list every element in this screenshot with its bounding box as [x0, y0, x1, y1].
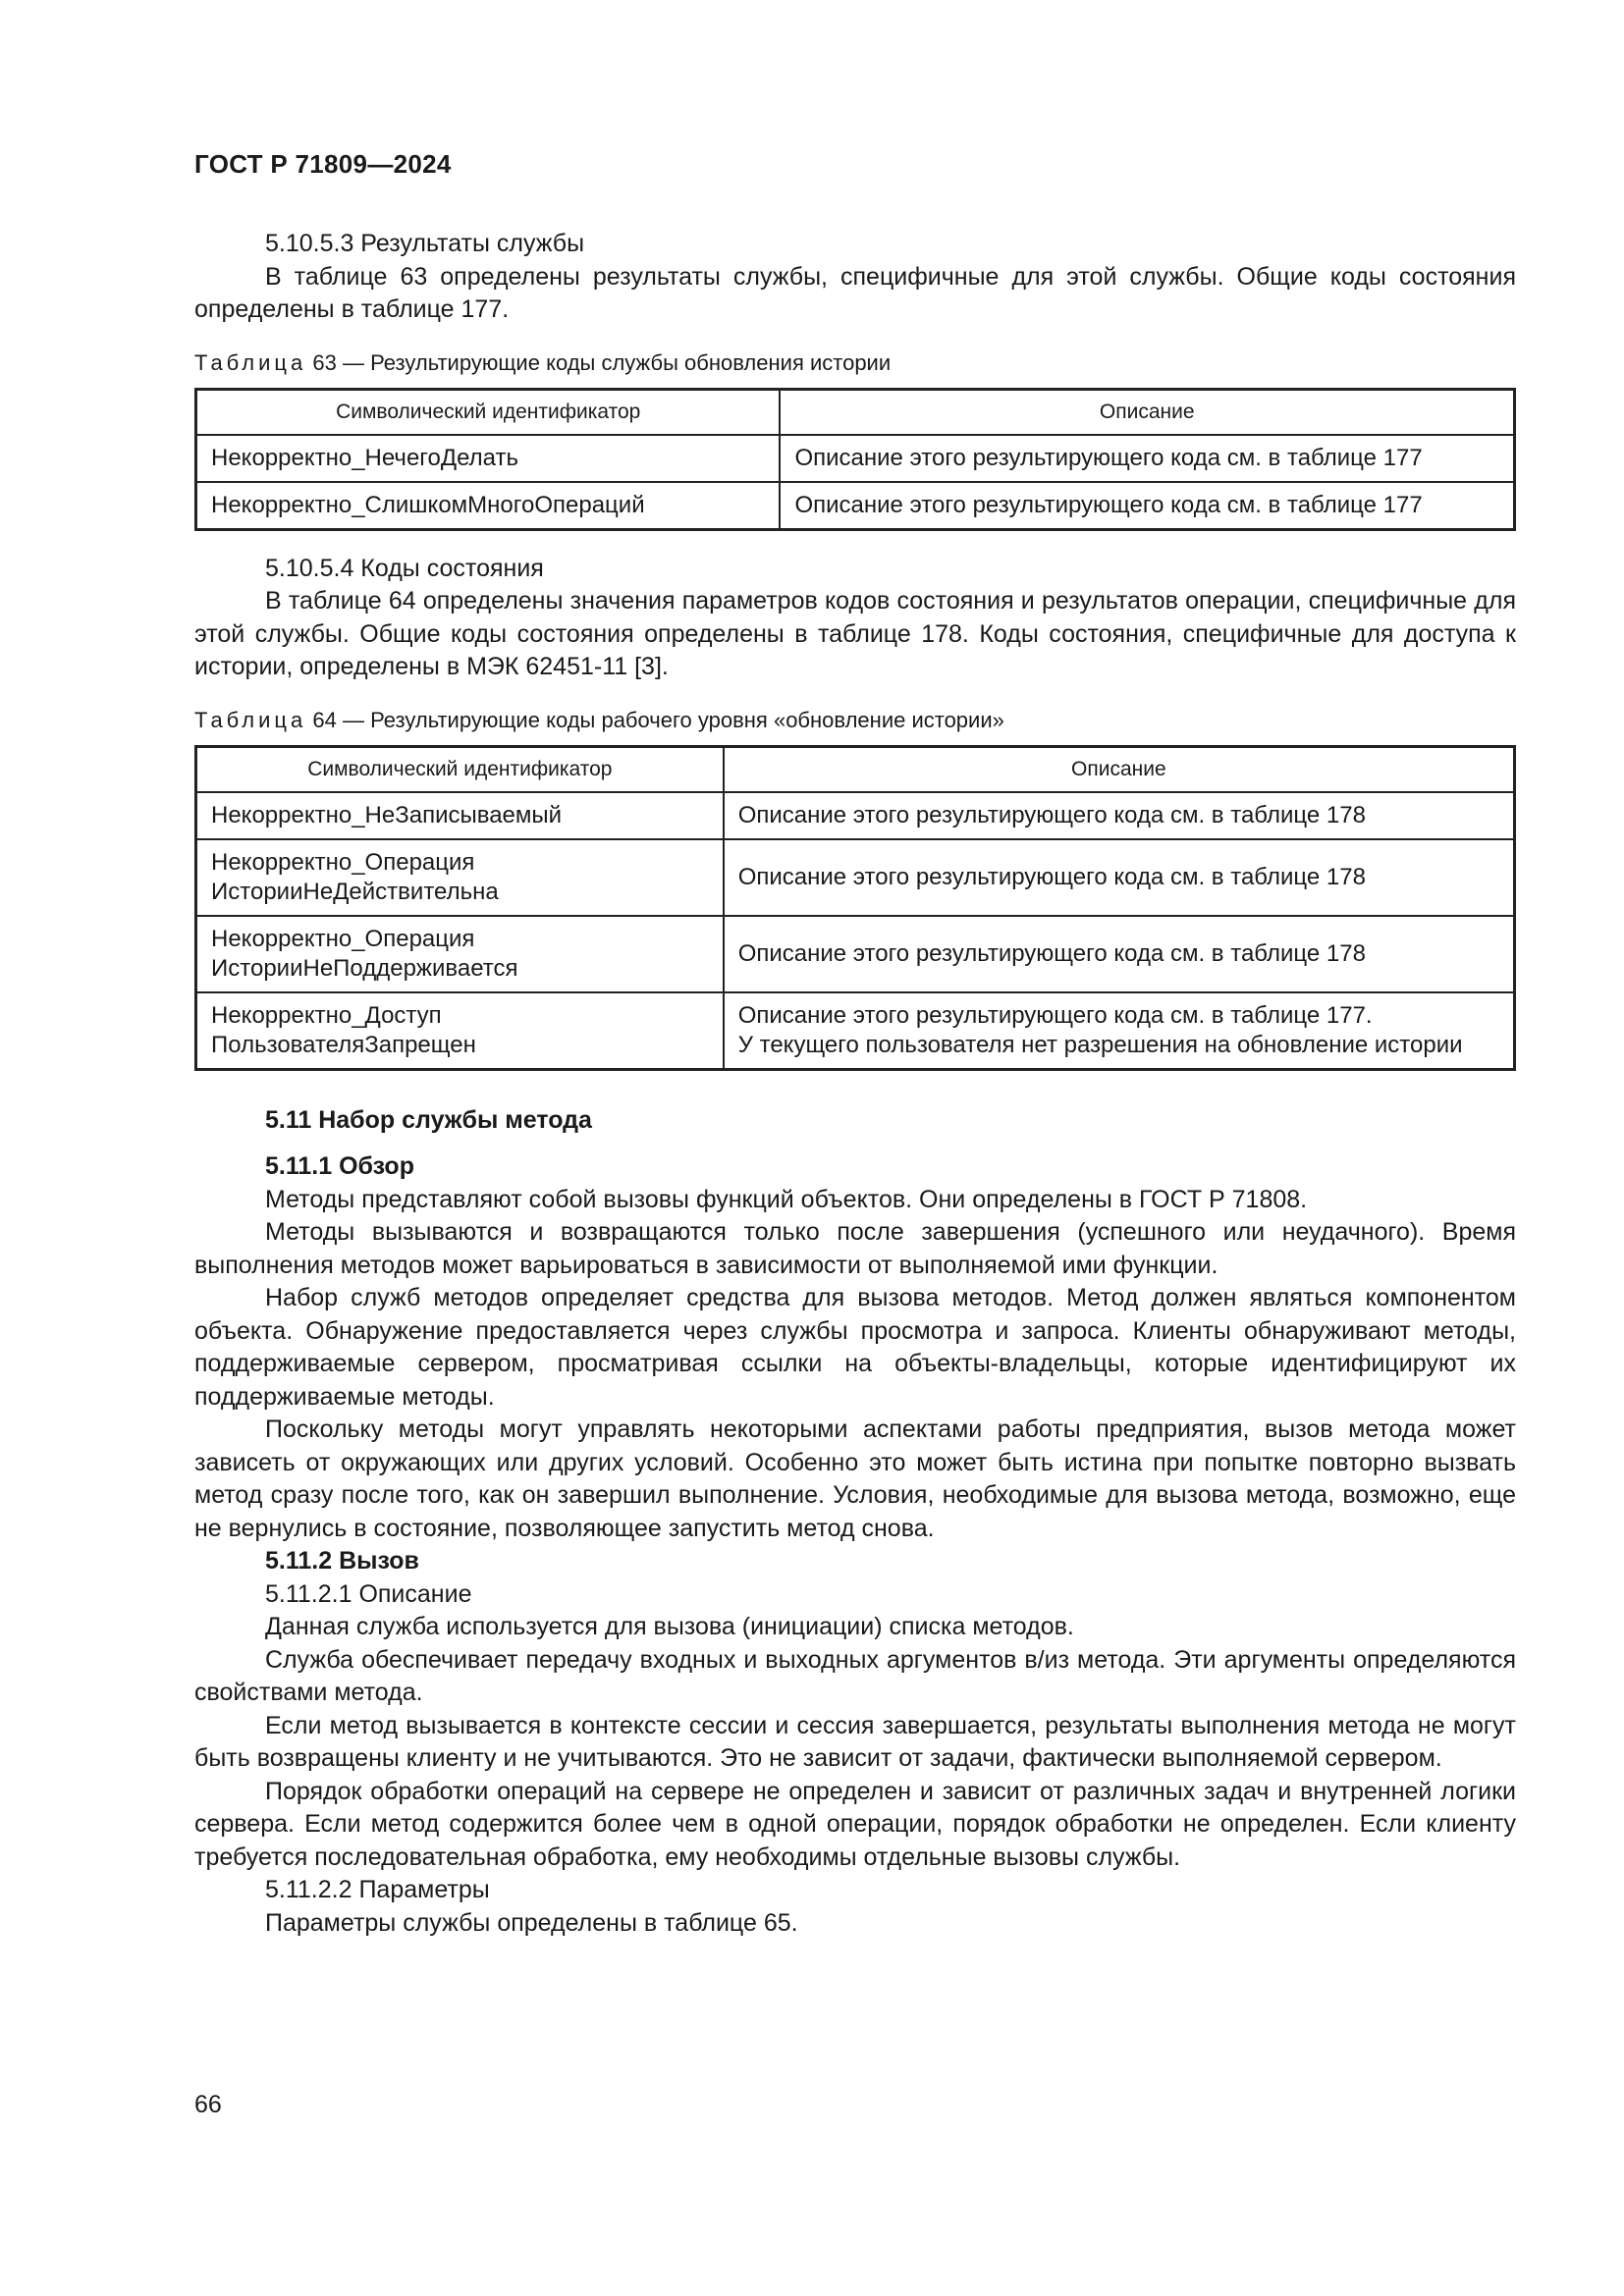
table-cell: Некорректно_Операция ИсторииНеПоддерживается	[196, 916, 724, 992]
paragraph: В таблице 64 определены значения параметров кодов состояния и результатов операции, специфичные для этой службы. Общие коды состояния определены в таблице 178. Коды состояния, специфичные для доступа к истории, определены в МЭК 62451-11 [3].	[194, 587, 1516, 680]
table-64	[194, 745, 1516, 1071]
section-heading-5-11-2-2: 5.11.2.2 Параметры	[265, 1876, 490, 1903]
table-cell: Описание этого результирующего кода см. в таблице 177	[780, 435, 1514, 482]
paragraph: Служба обеспечивает передачу входных и выходных аргументов в/из метода. Эти аргументы определяются свойствами метода.	[194, 1645, 1516, 1706]
paragraph: Параметры службы определены в таблице 65.	[265, 1908, 798, 1937]
page-number: 66	[194, 2091, 222, 2118]
table-cell: Описание этого результирующего кода см. в таблице 178	[724, 792, 1515, 839]
table-cell: Описание этого результирующего кода см. в таблице 177. У текущего пользователя нет разрешения на обновление истории	[724, 992, 1515, 1070]
column-header: Символический идентификатор	[196, 746, 724, 792]
section-heading-5-11-2-1: 5.11.2.1 Описание	[265, 1579, 472, 1608]
table-63	[194, 388, 1516, 531]
paragraph: Порядок обработки операций на сервере не определен и зависит от различных задач и внутренней логики сервера. Если метод содержится более чем в одной операции, порядок обработки не определен. Если клиенту требуется последовательная обработка, ему необходимы отдельные вызовы службы.	[194, 1777, 1516, 1871]
column-header: Описание	[780, 389, 1514, 435]
table-row	[196, 839, 1515, 916]
table-row	[196, 482, 1515, 530]
paragraph: Поскольку методы могут управлять некоторыми аспектами работы предприятия, вызов метода может зависеть от окружающих или других условий. Особенно это может быть истина при попытке повторно вызвать метод сразу после того, как он завершил выполнение. Условия, необходимые для вызова метода, возможно, еще не вернулись в состояние, позволяющее запустить метод снова.	[194, 1415, 1516, 1542]
section-heading-5-10-5-3: 5.10.5.3 Результаты службы	[265, 230, 585, 257]
section-heading-5-10-5-4: 5.10.5.4 Коды состояния	[265, 554, 544, 582]
table-row	[196, 916, 1515, 992]
table-cell: Некорректно_НеЗаписываемый	[196, 792, 724, 839]
paragraph: В таблице 63 определены результаты службы, специфичные для этой службы. Общие коды состояния определены в таблице 177.	[194, 262, 1516, 323]
column-header: Описание	[724, 746, 1515, 792]
paragraph: Методы вызываются и возвращаются только после завершения (успешного или неудачного). Время выполнения методов может варьироваться в зависимости от выполняемой ими функции.	[194, 1218, 1516, 1279]
table-cell: Некорректно_Доступ ПользователяЗапрещен	[196, 992, 724, 1070]
paragraph: Методы представляют собой вызовы функций объектов. Они определены в ГОСТ Р 71808.	[265, 1185, 1308, 1213]
table-cell: Некорректно_Операция ИсторииНеДействительна	[196, 839, 724, 916]
table-cell: Описание этого результирующего кода см. в таблице 177	[780, 482, 1514, 530]
table-row	[196, 792, 1515, 839]
table-cell: Некорректно_СлишкомМногоОпераций	[196, 482, 781, 530]
table-cell: Описание этого результирующего кода см. в таблице 178	[724, 916, 1515, 992]
caption-text: 64 — Результирующие коды рабочего уровня «обновление истории»	[312, 707, 1004, 732]
caption-text: 63 — Результирующие коды службы обновления истории	[312, 349, 892, 375]
paragraph: Набор служб методов определяет средства для вызова методов. Метод должен являться компонентом объекта. Обнаружение предоставляется через службы просмотра и запроса. Клиенты обнаруживают методы, поддерживаемые сервером, просматривая ссылки на объекты-владельцы, которые идентифицируют их поддерживаемые методы.	[194, 1284, 1516, 1411]
table-row	[196, 992, 1515, 1070]
section-heading-5-11-2: 5.11.2 Вызов	[265, 1547, 419, 1575]
paragraph: Если метод вызывается в контексте сессии и сессия завершается, результаты выполнения метода не могут быть возвращены клиенту и не учитываются. Это не зависит от задачи, фактически выполняемой сервером.	[194, 1711, 1516, 1772]
table-header-row	[196, 389, 1515, 435]
column-header: Символический идентификатор	[196, 389, 781, 435]
table-63-caption	[194, 348, 1516, 378]
page-content	[194, 228, 1516, 1940]
table-cell: Некорректно_НечегоДелать	[196, 435, 781, 482]
table-row	[196, 435, 1515, 482]
paragraph: Данная служба используется для вызова (инициации) списка методов.	[265, 1613, 1074, 1640]
section-heading-5-11-1: 5.11.1 Обзор	[265, 1152, 414, 1180]
caption-word: Таблица	[194, 349, 307, 375]
document-header: ГОСТ Р 71809—2024	[194, 149, 452, 179]
table-cell: Описание этого результирующего кода см. в таблице 178	[724, 839, 1515, 916]
table-64-caption	[194, 706, 1516, 735]
section-heading-5-11: 5.11 Набор службы метода	[265, 1105, 592, 1134]
table-header-row	[196, 746, 1515, 792]
caption-word: Таблица	[194, 707, 307, 732]
